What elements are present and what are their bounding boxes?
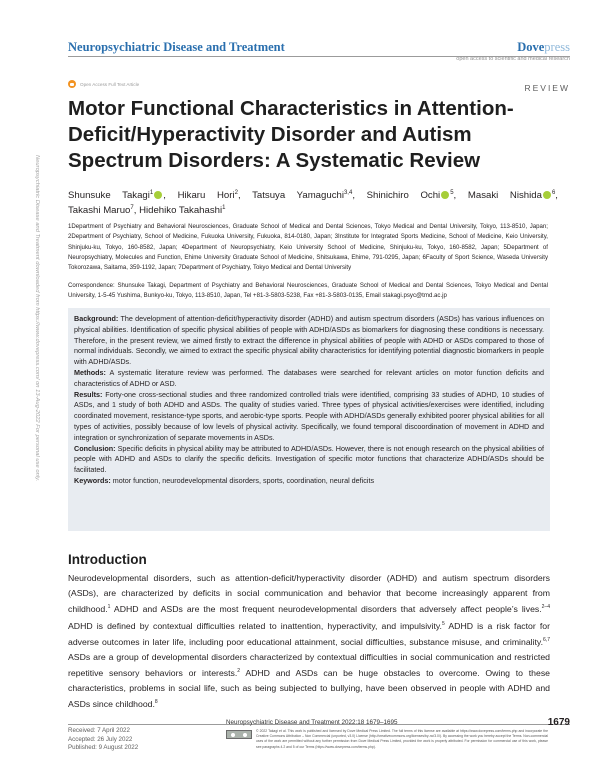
author-affiliation-ref: 6 [551,190,556,196]
abstract-label: Keywords: [74,475,111,485]
abstract-text: A systematic literature review was performed. The databases were searched for relevant articles on motor function deficits and characteristics of ADHD or ASD. [74,367,544,388]
citation-ref[interactable]: 6,7 [543,637,550,644]
author-affiliation-ref: 1 [222,205,226,211]
introduction-paragraph [68,571,550,712]
author-affiliation-ref: 5 [450,190,454,196]
license-text: © 2022 Takagi et al. This work is published and licensed by Dove Medical Press Limited. The full terms of this license are available at https://www.dovepress.com/terms.php and incorporate the Creative Commons Attribution – Non Commercial (unported, v3.0) License (http://creativecommons.org/licenses/by-nc/3.0/). By accessing the work you hereby accept the Terms. Non-commercial uses of the work are permitted without any further permission from Dove Medical Press Limited, provided the work is properly attributed. For permission for commercial use of this work, please see paragraphs 4.2 and 5 of our Terms (https://www.dovepress.com/terms.php). [256,729,548,749]
abstract-text: motor function, neurodevelopmental disorders, sports, coordination, neural deficits [112,475,375,485]
orcid-icon[interactable] [441,191,449,199]
published-date: Published: 9 August 2022 [68,744,139,752]
citation-ref[interactable]: 2–4 [541,604,550,611]
sidebar-download-text: Neuropsychiatric Disease and Treatment downloaded from https://www.dovepress.com/ on 13-Aug-2022 For personal use only. [34,155,40,482]
abstract-results [74,390,544,444]
author-affiliation-ref: 3,4 [343,190,353,196]
journal-title: Neuropsychiatric Disease and Treatment [68,40,285,54]
citation-ref[interactable]: 1 [107,604,111,611]
publisher-logo[interactable] [456,40,570,62]
author-name: Shunsuke Takagi [68,190,150,202]
open-access-line [68,80,139,88]
affiliations: 1Department of Psychiatry and Behavioral Neurosciences, Graduate School of Medical and Dental Sciences, Tokyo Medical and Dental University, Tokyo, 113-8510, Japan; 2Department of Psychiatry, School of Medicine, Fukuoka University, Fukuoka, 814-0180, Japan; 3Institute for Integrated Sports Medicine, School of Medicine, Keio University, Shinjuku-ku, Tokyo, 160-8582, Japan; 4Department of Neuropsychiatry, Keio University School of Medicine, Shinjuku-ku, Tokyo, 160-8582, Japan; 5Department of Neuropsychiatry, Molecules and Function, Ehime University Graduate School of Medicine, Shitsukawa, Ehime, 791-0295, Japan; 6Faculty of Sport Science, Waseda University Tokorozawa, Saitama, 359-1192, Japan; 7Department of Psychiatry, Tokyo Medical and Dental University [68,223,548,272]
body-text: ADHD is defined by contextual difficulties related to inattention, hyperactivity, and impulsivity. [68,620,442,631]
publisher-name-bold: Dove [517,40,545,54]
publisher-name [456,40,570,55]
author-name: Takashi Maruo [68,205,131,217]
body-text: ADHD is a risk factor for adverse outcomes in later life, including poor educational attainment, social difficulties, substance misuse, and criminality. [68,620,550,648]
abstract-label: Conclusion: [74,443,116,453]
abstract-keywords [74,476,544,487]
orcid-icon[interactable] [154,191,162,199]
author-name: Hidehiko Takahashi [139,205,223,217]
section-heading-introduction: Introduction [68,552,147,567]
author-name: Shinichiro Ochi [366,190,441,202]
abstract-box [68,308,550,531]
correspondence: Correspondence: Shunsuke Takagi, Department of Psychiatry and Behavioral Neurosciences, Graduate School of Medical and Dental Sciences, Tokyo Medical and Dental University, 1-5-45 Yushima, Bunkyo-ku, Tokyo, 113-8510, Japan, Tel +81-3-5803-5238, Fax +81-3-5803-0135, Email stakagi.psyc@tmd.ac.jp [68,282,548,300]
abstract-text: Specific deficits in physical ability may be attributed to ADHD/ASDs. However, there is not enough research on the physical abilities of people with ADHD and ASDs to clarify the specific deficits. Investigation of specific motor functions that characterize ADHD/ASDs should be facilitated. [74,443,545,475]
cc-badge-dot [243,733,247,737]
author-name: Masaki Nishida [467,190,542,202]
abstract-label: Background: [74,314,119,323]
abstract-conclusion [74,444,544,476]
author-list-line-2: Takashi Maruo$^7$, Hidehiko Takahashi$^1$ [68,205,226,217]
abstract-methods [74,368,544,390]
body-text: ADHD and ASDs are the most frequent neurodevelopmental disorders that adversely affect people’s lives. [110,604,542,615]
footer-dates [68,727,138,753]
creative-commons-license-icon[interactable] [226,730,252,739]
author-list-line-1: Shunsuke Takagi$^1$ , Hikaru Hori$^2$, Tatsuya Yamaguchi$^{3,4}$, Shinichiro Ochi $^5$, Masaki Nishida $^6$, [68,190,558,202]
publisher-name-light: press [544,40,570,54]
article-title: Motor Functional Characteristics in Attention-Deficit/Hyperactivity Disorder and Autism Spectrum Disorders: A Systematic Review [68,97,514,172]
cc-badge-dot [231,733,235,737]
abstract-text: Forty-one cross-sectional studies and three randomized controlled trials were identified, comprising 33 studies of ADHD, 10 studies of ASDs, and 1 study of both ADHD and ASDs. The quality of studies varied. Three types of physical activities/exercises were identified, including coordinated movement, resistance-type sports, and aerobic-type sports. People with ADHD/ASDs generally exhibited poorer physical abilities for all types of activities, possibly because of low levels of physical activity. Specifically, we found temporal discoordination of movement in ADHD and integration or synchronization of separate movements in ASDs. [74,389,544,442]
received-date: Received: 7 April 2022 [68,727,130,734]
abstract-text: The development of attention-deficit/hyperactivity disorder (ADHD) and autism spectrum disorders (ASDs) has various influences on physical abilities. Identification of specific physical abilities of people with ADHD/ASDs as biomarkers for diagnosing these conditions is necessary. Therefore, in the present review, we aimed firstly to extract the difference in physical abilities of people with ADHD or ASDs compared to those of normal individuals. Secondly, we aimed to extract the specific physical ability characteristics for identifying potential diagnostic biomarkers in people with ADHD/ASDs. [74,314,544,367]
header-divider [68,56,570,57]
sidebar-download-note [30,155,40,585]
citation-ref[interactable]: 5 [441,620,445,627]
abstract-background [74,314,544,368]
orcid-icon[interactable] [543,191,551,199]
citation-ref[interactable]: 2 [237,668,241,675]
abstract-label: Methods: [74,367,106,377]
body-text: ADHD and ASDs can be huge obstacles to overcome. Owing to these characteristics, problems in social life, such as being subjected to bullying, have been observed in people with ADHD and ASDs since childhood. [68,668,550,710]
open-access-label: Open Access Full Text Article [80,81,140,87]
abstract-label: Results: [74,389,103,399]
body-text: ASDs are a group of developmental disorders characterized by contextual difficulties in social communication and restricted repetitive sensory behaviors or interests. [68,651,550,679]
author-affiliation-ref: 1 [149,190,154,196]
author-name: Tatsuya Yamaguchi [252,190,344,202]
author-affiliation-ref: 7 [130,205,134,211]
body-text: Neurodevelopmental disorders, such as attention-deficit/hyperactivity disorder (ADHD) and autism spectrum disorders (ASDs), are characterized by deficits in social communication and behavior that become increasingly apparent from childhood. [68,573,550,615]
footer-citation: Neuropsychiatric Disease and Treatment 2022:18 1679–1695 [226,719,398,726]
open-access-lock-icon [68,80,76,88]
accepted-date: Accepted: 26 July 2022 [68,735,133,743]
author-affiliation-ref: 2 [234,190,238,196]
author-name: Hikaru Hori [177,190,235,202]
page-number: 1679 [547,717,570,728]
article-type: REVIEW [524,83,570,93]
citation-ref[interactable]: 8 [154,699,158,706]
publisher-tagline: open access to scientific and medical research [456,56,570,62]
